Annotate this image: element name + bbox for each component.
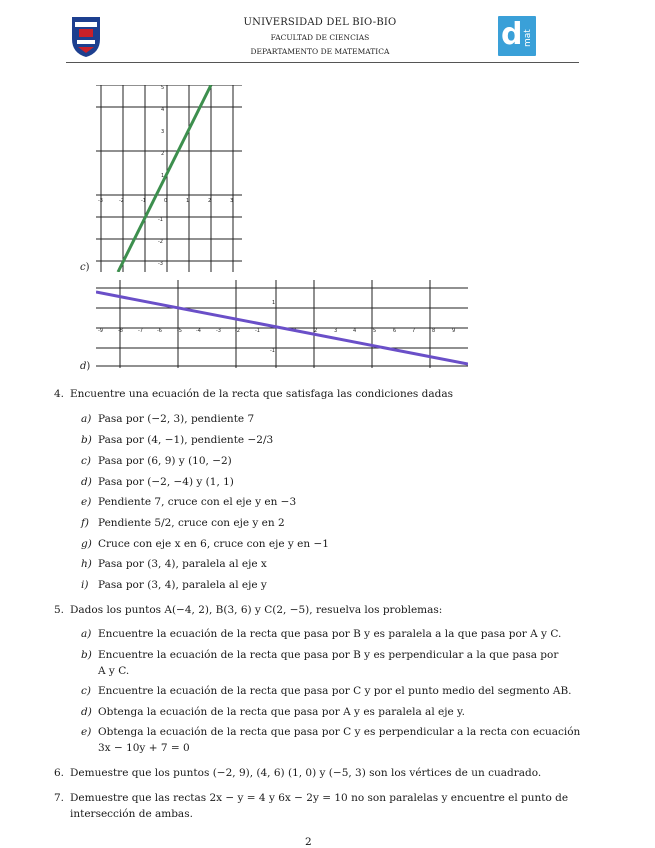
p5-item-letter: d)	[81, 706, 92, 718]
tick-label: -3	[216, 328, 221, 334]
tick-label: -3	[98, 198, 103, 204]
faculty-name: FACULTAD DE CIENCIAS	[270, 33, 370, 42]
tick-label: -2	[235, 328, 240, 334]
tick-label: 1	[161, 173, 165, 179]
p4-item-text: Pasa por (−2, −4) y (1, 1)	[98, 476, 234, 488]
p4-item-text: Pendiente 7, cruce con el eje y en −3	[98, 496, 297, 508]
problem-6-statement: Demuestre que los puntos (−2, 9), (4, 6) (1, 0) y (−5, 3) son los vértices de un cuadrado.	[70, 767, 542, 779]
tick-label: 5	[161, 85, 165, 91]
department-name: DEPARTAMENTO DE MATEMATICA	[250, 47, 390, 56]
p5-item-text: Encuentre la ecuación de la recta que pasa por B y es paralela a la que pasa por A y C.	[98, 628, 562, 640]
dmat-logo: d mat	[498, 16, 536, 56]
p4-item-text: Pendiente 5/2, cruce con eje y en 2	[98, 517, 285, 529]
p4-item-letter: f)	[81, 517, 89, 529]
p4-item-letter: h)	[81, 558, 92, 570]
tick-label: -2	[158, 239, 163, 245]
tick-label: 8	[432, 328, 436, 334]
header-divider	[66, 62, 579, 63]
p4-item-letter: g)	[81, 538, 92, 550]
p4-item-text: Pasa por (6, 9) y (10, −2)	[98, 455, 232, 467]
p4-item-letter: a)	[81, 413, 92, 425]
tick-label: -1	[270, 348, 275, 354]
tick-label: 5	[373, 328, 377, 334]
p5-item-letter: c)	[81, 685, 91, 697]
problem-5-number: 5.	[54, 604, 65, 616]
university-logo	[68, 13, 104, 59]
tick-label: -1	[158, 217, 163, 223]
problem-7-number: 7.	[54, 792, 65, 804]
line-c	[118, 85, 211, 272]
p5-item-text: Encuentre la ecuación de la recta que pasa por C y por el punto medio del segmento AB.	[98, 685, 572, 697]
tick-label: 2	[314, 328, 318, 334]
tick-label: 1	[186, 198, 190, 204]
figure-c-label: c)	[80, 262, 90, 273]
problem-7-statement: Demuestre que las rectas 2x − y = 4 y 6x − 2y = 10 no son paralelas y encuentre el punto de	[70, 792, 569, 804]
tick-label: -4	[196, 328, 201, 334]
tick-label: 3	[230, 198, 234, 204]
tick-label: 4	[353, 328, 357, 334]
tick-label: 1	[272, 300, 276, 306]
tick-label: 7	[412, 328, 416, 334]
p4-item-text: Pasa por (3, 4), paralela al eje y	[98, 579, 267, 591]
p5-item-text: Obtenga la ecuación de la recta que pasa por C y es perpendicular a la recta con ecuación	[98, 726, 581, 738]
tick-label: 0	[164, 198, 168, 204]
problem-6-number: 6.	[54, 767, 65, 779]
problem-4-statement: Encuentre una ecuación de la recta que satisfaga las condiciones dadas	[70, 388, 454, 400]
p5-item-text-continued: A y C.	[98, 665, 130, 677]
tick-label: -6	[157, 328, 162, 334]
p5-item-letter: b)	[81, 649, 92, 661]
problem-4-number: 4.	[54, 388, 65, 400]
tick-label: -3	[158, 261, 163, 267]
p4-item-letter: e)	[81, 496, 92, 508]
p4-item-text: Pasa por (3, 4), paralela al eje x	[98, 558, 267, 570]
tick-label: 3	[161, 129, 165, 135]
p4-item-letter: b)	[81, 434, 92, 446]
tick-label: 2	[208, 198, 212, 204]
problem-7-statement-continued: intersección de ambas.	[70, 808, 193, 820]
university-name: UNIVERSIDAD DEL BIO-BIO	[243, 17, 397, 28]
tick-label: 3	[334, 328, 338, 334]
p4-item-text: Pasa por (−2, 3), pendiente 7	[98, 413, 255, 425]
p4-item-letter: d)	[81, 476, 92, 488]
tick-label: -1	[255, 328, 260, 334]
p5-item-text-continued: 3x − 10y + 7 = 0	[98, 742, 190, 754]
tick-label: -7	[138, 328, 143, 334]
p4-item-letter: i)	[81, 579, 89, 591]
tick-label: -5	[177, 328, 182, 334]
p4-item-letter: c)	[81, 455, 91, 467]
figure-c-graph	[96, 85, 242, 272]
p4-item-text: Pasa por (4, −1), pendiente −2/3	[98, 434, 274, 446]
p5-item-letter: e)	[81, 726, 92, 738]
tick-label: -8	[118, 328, 123, 334]
problem-5-statement: Dados los puntos A(−4, 2), B(3, 6) y C(2, −5), resuelva los problemas:	[70, 604, 443, 616]
tick-label: -2	[119, 198, 124, 204]
p5-item-text: Encuentre la ecuación de la recta que pasa por B y es perpendicular a la que pasa por	[98, 649, 559, 661]
figure-d-label: d)	[80, 361, 91, 372]
tick-label: 6	[393, 328, 397, 334]
p4-item-text: Cruce con eje x en 6, cruce con eje y en −1	[98, 538, 329, 550]
tick-label: 4	[161, 107, 165, 113]
tick-label: -1	[141, 198, 146, 204]
page-number: 2	[305, 836, 312, 848]
tick-label: 9	[452, 328, 456, 334]
p5-item-text: Obtenga la ecuación de la recta que pasa por A y es paralela al eje y.	[98, 706, 465, 718]
figure-d-graph	[96, 280, 468, 368]
p5-item-letter: a)	[81, 628, 92, 640]
tick-label: 2	[161, 151, 165, 157]
tick-label: -9	[98, 328, 103, 334]
